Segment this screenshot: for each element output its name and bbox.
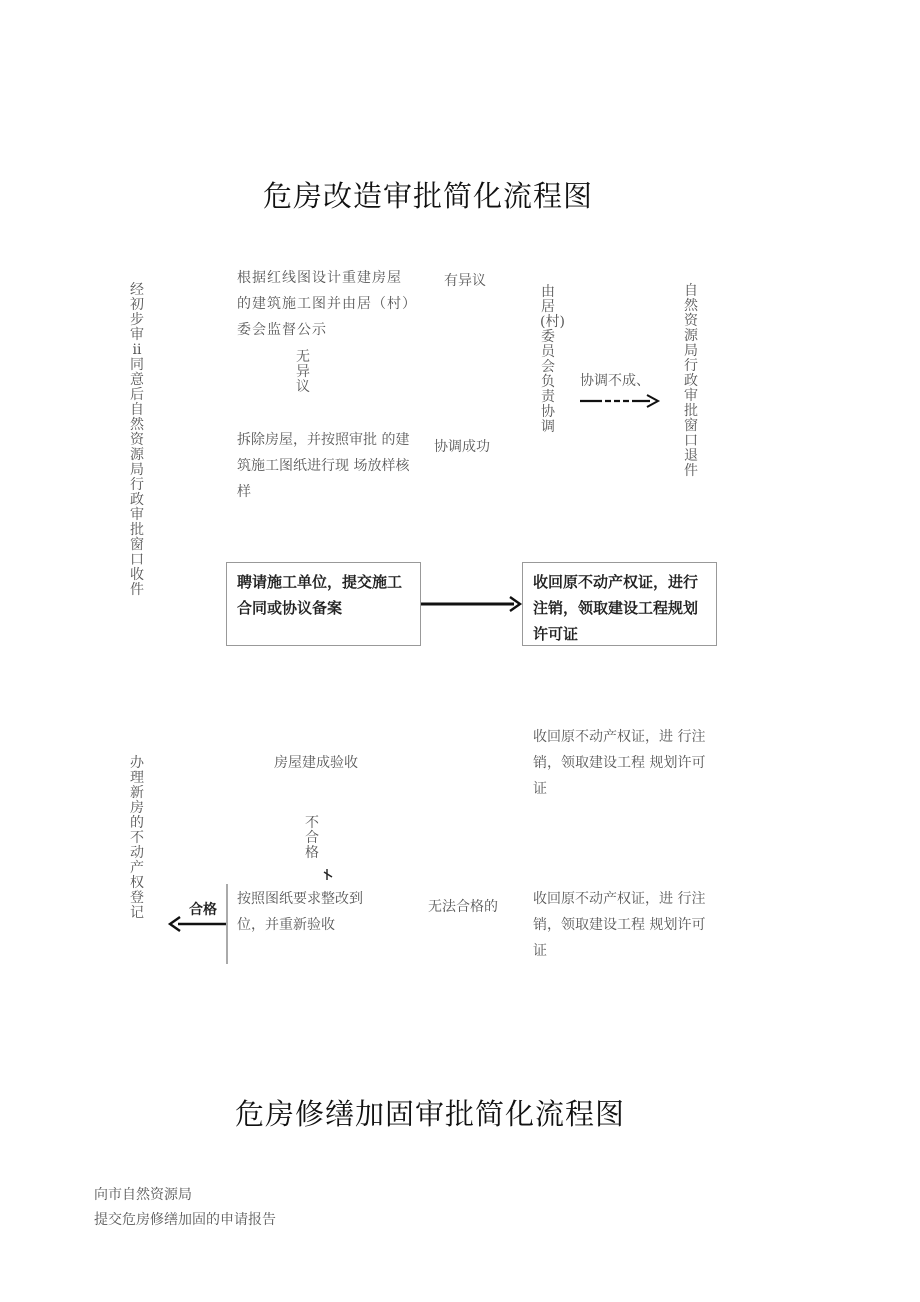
repair-step-1: 向市自然资源局 [94,1187,192,1203]
rebuild-flowchart-title: 危房改造审批简化流程图 [263,179,594,213]
publicity-node: 根据红线图设计重建房屋的建筑施工图并由居（村）委会监督公示 [237,270,410,338]
unqualified-tick [324,872,332,877]
committee-node: 由居(村)委员会负责协调 [540,284,565,435]
acceptance-node: 房屋建成验收 [274,755,358,771]
cannot-pass-label: 无法合格的 [428,899,498,915]
coordination-fail-label: 协调不成、 [580,373,650,389]
demolish-node: 拆除房屋，并按照审批 的建筑施工图纸进行现 场放样核样 [237,432,410,500]
permit-box: 收回原不动产权证，进行注销，领取建设工程规划许可证 [522,562,717,646]
repair-step-2: 提交危房修缮加固的申请报告 [94,1212,276,1228]
unqualified-label: 不合格 [305,815,319,861]
left-vertical-registration: 办理新房的不动产权登记 [130,755,144,921]
return-node: 自然资源局行政审批窗口退件 [684,283,698,479]
permit-node-3: 收回原不动产权证，进 行注销，领取建设工程 规划许可证 [533,891,706,959]
no-objection-label: 无异议 [296,349,310,395]
permit-node-2: 收回原不动产权证，进 行注销，领取建设工程 规划许可证 [533,729,706,797]
rectify-node: 按照图纸要求整改到位，并重新验收 [237,891,363,933]
coordination-success-label: 协调成功 [434,439,490,455]
objection-label: 有异议 [444,273,486,289]
qualified-label: 合格 [189,902,217,918]
left-vertical-intake: 经初步审ⅱ同意后自然资源局行政审批窗口收件 [130,282,144,598]
contractor-box: 聘请施工单位，提交施工合同或协议备案 [226,562,421,646]
repair-flowchart-title: 危房修缮加固审批简化流程图 [235,1097,626,1131]
